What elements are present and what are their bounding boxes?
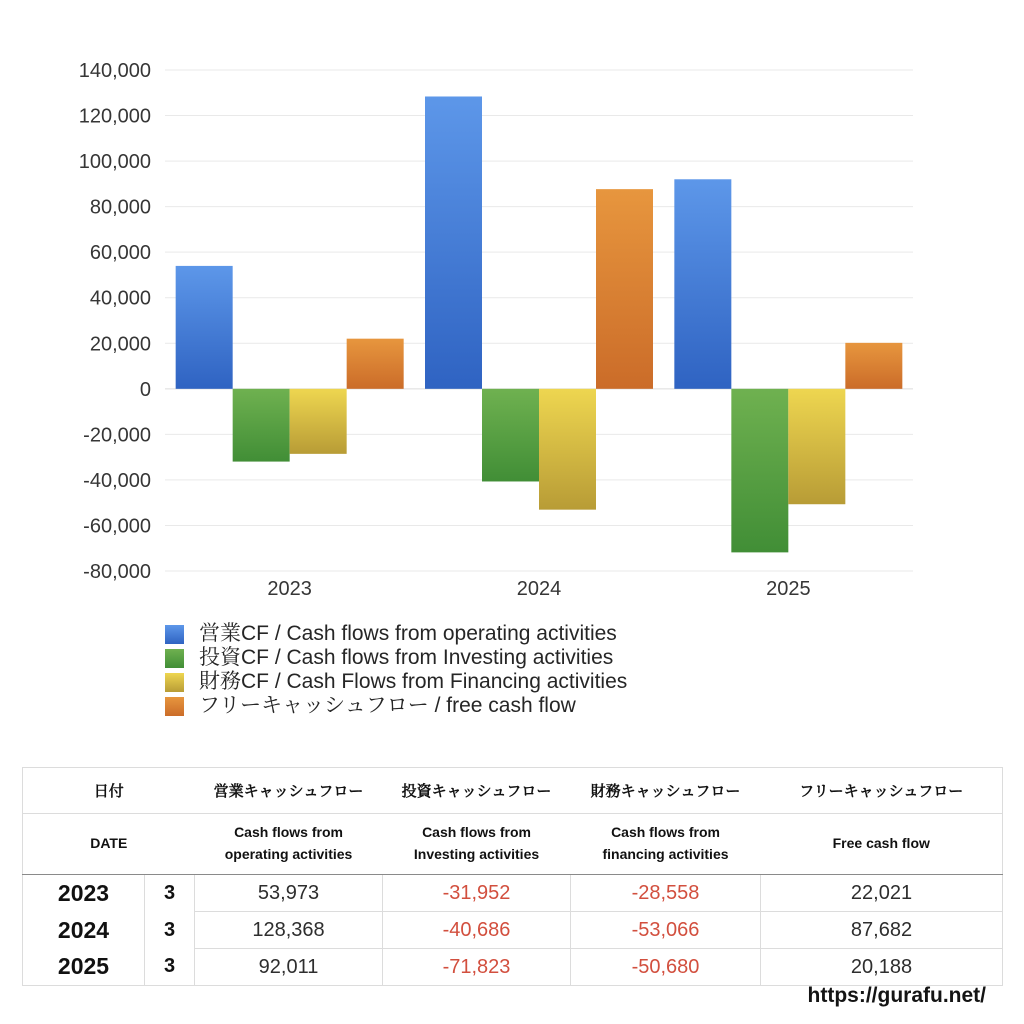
- legend-item-investing-cf: [165, 646, 627, 670]
- bar-operating-cf-2023: [176, 266, 233, 389]
- value-cell: -71,823: [383, 949, 571, 986]
- table-header-ja: [23, 768, 1003, 814]
- y-axis-tick-label: 100,000: [78, 151, 151, 174]
- header-ja-cell: 投資キャッシュフロー: [383, 768, 571, 814]
- bar-free-cash-flow-2023: [347, 339, 404, 389]
- year-cell: 2024: [23, 912, 145, 949]
- value-cell: -53,066: [571, 912, 761, 949]
- chart-legend: [165, 622, 627, 718]
- header-en-cell: Cash flows from Investing activities: [383, 814, 571, 875]
- bar-financing-cf-2024: [539, 389, 596, 510]
- y-axis-tick-label: 20,000: [89, 333, 151, 356]
- y-axis-tick-label: 40,000: [89, 287, 151, 310]
- table-row-2024: [23, 912, 1003, 949]
- header-en-cell: Free cash flow: [761, 814, 1003, 875]
- legend-item-operating-cf: [165, 622, 627, 646]
- legend-item-financing-cf: [165, 670, 627, 694]
- header-en-cell: Cash flows from operating activities: [195, 814, 383, 875]
- y-axis-tick-label: -20,000: [83, 424, 151, 447]
- y-axis-tick-label: -40,000: [83, 469, 151, 492]
- header-en-cell: DATE: [23, 814, 195, 875]
- y-axis-tick-label: 80,000: [89, 196, 151, 219]
- bar-operating-cf-2025: [674, 179, 731, 389]
- bar-investing-cf-2023: [233, 389, 290, 462]
- value-cell: 20,188: [761, 949, 1003, 986]
- value-cell: 92,011: [195, 949, 383, 986]
- x-axis-label-2024: 2024: [516, 578, 562, 600]
- legend-item-free-cash-flow: [165, 694, 627, 718]
- header-ja-cell: 営業キャッシュフロー: [195, 768, 383, 814]
- legend-swatch-operating-cf: [165, 625, 184, 644]
- value-cell: 87,682: [761, 912, 1003, 949]
- year-cell: 2023: [23, 875, 145, 912]
- month-cell: 3: [145, 912, 195, 949]
- header-en-cell: Cash flows from financing activities: [571, 814, 761, 875]
- x-axis-label-2023: 2023: [267, 578, 312, 600]
- header-ja-cell: 財務キャッシュフロー: [571, 768, 761, 814]
- bar-investing-cf-2025: [731, 389, 788, 553]
- legend-label: フリーキャッシュフロー / free cash flow: [199, 694, 576, 717]
- month-cell: 3: [145, 875, 195, 912]
- value-cell: -50,680: [571, 949, 761, 986]
- header-ja-cell: 日付: [23, 768, 195, 814]
- table-header-en: [23, 814, 1003, 875]
- cash-flow-table-wrap: [22, 767, 1002, 986]
- bar-operating-cf-2024: [425, 96, 482, 388]
- bar-financing-cf-2023: [290, 389, 347, 454]
- value-cell: 128,368: [195, 912, 383, 949]
- cash-flow-table: [22, 767, 1003, 986]
- y-axis-tick-label: 140,000: [78, 60, 151, 82]
- y-axis-tick-label: 60,000: [89, 242, 151, 265]
- bar-free-cash-flow-2024: [596, 189, 653, 389]
- legend-swatch-financing-cf: [165, 673, 184, 692]
- value-cell: -28,558: [571, 875, 761, 912]
- legend-label: 営業CF / Cash flows from operating activities: [199, 622, 617, 645]
- value-cell: 22,021: [761, 875, 1003, 912]
- y-axis-tick-label: 0: [139, 378, 151, 401]
- legend-label: 財務CF / Cash Flows from Financing activities: [199, 670, 628, 693]
- legend-swatch-investing-cf: [165, 649, 184, 668]
- y-axis-tick-label: 120,000: [78, 105, 151, 128]
- bar-investing-cf-2024: [482, 389, 539, 482]
- x-axis-label-2025: 2025: [766, 578, 811, 600]
- table-row-2023: [23, 875, 1003, 912]
- y-axis-tick-label: -60,000: [83, 515, 151, 538]
- table-row-2025: [23, 949, 1003, 986]
- value-cell: -40,686: [383, 912, 571, 949]
- bar-free-cash-flow-2025: [845, 343, 902, 389]
- legend-label: 投資CF / Cash flows from Investing activities: [199, 646, 614, 669]
- value-cell: -31,952: [383, 875, 571, 912]
- legend-swatch-free-cash-flow: [165, 697, 184, 716]
- y-axis-tick-label: -80,000: [83, 561, 151, 583]
- value-cell: 53,973: [195, 875, 383, 912]
- year-cell: 2025: [23, 949, 145, 986]
- bar-financing-cf-2025: [788, 389, 845, 504]
- header-ja-cell: フリーキャッシュフロー: [761, 768, 1003, 814]
- month-cell: 3: [145, 949, 195, 986]
- site-url: https://gurafu.net/: [807, 984, 986, 1007]
